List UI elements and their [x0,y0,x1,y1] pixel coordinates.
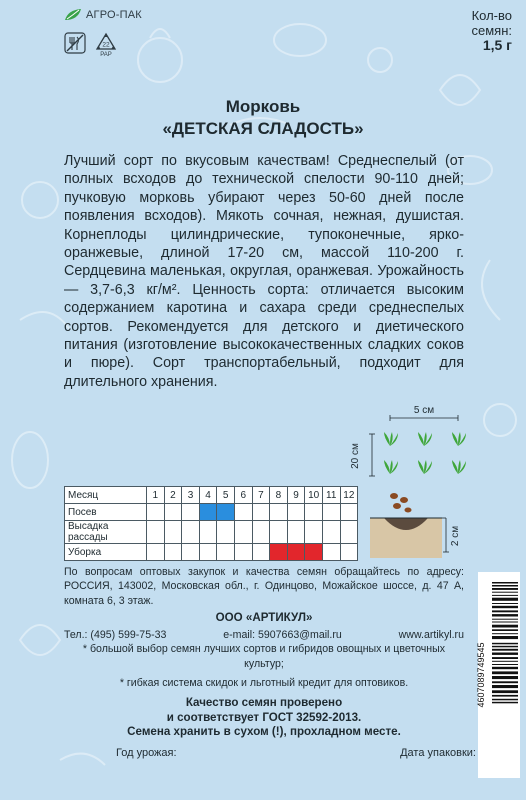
barcode-bar [492,606,518,608]
calendar-header-label: Месяц [65,487,147,504]
storage-line: Семена хранить в сухом (!), прохладном месте. [127,724,401,738]
calendar-cell [287,504,305,521]
calendar-cell [164,504,182,521]
sowing-depth-scheme [366,488,470,562]
calendar-month-8: 8 [270,487,288,504]
recycle-mark [94,32,118,59]
calendar-cell [340,504,358,521]
barcode-bar [492,603,518,604]
barcode-bar [492,664,518,665]
calendar-cell [182,544,200,561]
email-text: e-mail: 5907663@mail.ru [223,629,342,642]
calendar-cell [164,521,182,544]
barcode-bar [492,588,518,590]
calendar-row-label: Уборка [65,544,147,561]
barcode-bar [492,676,518,679]
offer-line-2: * гибкая система скидок и льготный кредит для оптовиков. [119,677,409,690]
barcode-bar [492,690,518,693]
barcode-bar [492,646,518,648]
barcode-bar [492,585,518,587]
barcode [478,572,520,778]
quantity-value: 1,5 г [482,37,512,53]
calendar-cell [182,521,200,544]
barcode-bar [492,695,518,697]
product-title [0,96,526,140]
calendar-cell [164,544,182,561]
barcode-bar [492,643,518,645]
calendar-cell [252,504,270,521]
barcode-bar [492,610,518,612]
barcode-bar [492,625,518,628]
calendar-cell [252,544,270,561]
barcode-bar [492,636,518,639]
row-spacing-label: 5 см [413,405,435,416]
calendar-month-2: 2 [164,487,182,504]
calendar-cell [322,544,340,561]
calendar-month-1: 1 [147,487,165,504]
calendar-row-label: Посев [65,504,147,521]
barcode-bar [492,657,518,659]
barcode-bar [492,614,518,616]
barcode-number: 4607089749545 [476,642,486,708]
seedling-icons [384,432,466,474]
sowing-depth-label: 2 см [450,525,461,547]
barcode-bar [492,622,518,623]
calendar-month-5: 5 [217,487,235,504]
barcode-bar [492,582,518,584]
plant-spacing-label: 20 см [350,443,361,469]
growing-calendar [64,486,358,561]
product-variety: «ДЕТСКАЯ СЛАДОСТЬ» [162,119,364,138]
not-for-food-icon [64,32,86,54]
quality-line-2: и соответствует ГОСТ 32592-2013. [166,710,362,724]
barcode-bar [492,671,518,674]
contact-info [64,565,464,739]
website-link[interactable]: www.artikyl.ru [398,629,464,642]
calendar-cell [322,521,340,544]
calendar-cell [147,521,165,544]
calendar-cell [287,521,305,544]
barcode-bar [492,685,518,688]
calendar-cell [199,504,217,521]
barcode-bar [492,619,518,620]
calendar-cell [147,544,165,561]
calendar-month-6: 6 [234,487,252,504]
barcode-bar [492,699,518,701]
barcode-bar [492,592,518,593]
calendar-cell [199,521,217,544]
barcode-bar [492,595,518,596]
planting-scheme [350,404,475,482]
calendar-cell [305,544,323,561]
calendar-row [65,521,358,544]
calendar-month-3: 3 [182,487,200,504]
calendar-cell [234,521,252,544]
pack-date-field: Дата упаковки: [400,747,476,759]
barcode-bar [492,681,518,683]
calendar-cell [305,521,323,544]
calendar-row [65,544,358,561]
inquiry-text: По вопросам оптовых закупок и качества семян обращайтесь по адресу: РОССИЯ, 143002, Московская обл., г. Одинцово, Можайское шоссе, д. 47 А, комната 6, 3 этаж. [64,566,464,607]
calendar-cell [252,521,270,544]
barcode-bar [492,649,518,651]
calendar-cell [340,544,358,561]
calendar-cell [199,544,217,561]
harvest-year-field: Год урожая: [116,747,177,759]
quantity-label-line1: Кол-во [471,8,512,23]
calendar-cell [182,504,200,521]
calendar-cell [234,504,252,521]
recycle-material-label: PAP [100,52,112,58]
seed-icons [390,493,412,513]
calendar-cell [305,504,323,521]
calendar-month-9: 9 [287,487,305,504]
footer-fields [116,747,476,759]
contact-line [64,628,464,642]
barcode-bar [492,629,518,631]
quantity-label-line2: семян: [471,23,512,38]
calendar-month-4: 4 [199,487,217,504]
barcode-bar [492,653,518,655]
offer-line-1: * большой выбор семян лучших сортов и гибридов овощных и цветочных культур; [82,643,446,670]
recycle-code: 22 [102,41,110,49]
barcode-bar [492,598,518,601]
calendar-cell [217,544,235,561]
calendar-cell [217,521,235,544]
certification-icons [64,32,118,59]
calendar-cell [270,504,288,521]
calendar-row-label: Высадка рассады [65,521,147,544]
product-name: Морковь [225,97,301,116]
leaf-logo-icon [64,8,82,22]
calendar-month-11: 11 [322,487,340,504]
brand-logo [64,8,142,22]
company-name: ООО «АРТИКУЛ» [215,610,313,624]
calendar-row [65,504,358,521]
calendar-month-10: 10 [305,487,323,504]
calendar-cell [322,504,340,521]
calendar-cell [147,504,165,521]
calendar-month-12: 12 [340,487,358,504]
calendar-month-7: 7 [252,487,270,504]
calendar-header-row [65,487,358,504]
seed-quantity [472,8,513,53]
barcode-bar [492,667,518,669]
quality-line-1: Качество семян проверено [185,696,343,710]
product-description: Лучший сорт по вкусовым качествам! Среднеспелый (от полных всходов до технической спелости 90-110 дней; пучковую морковь убирают через 50-60 дней после появления всходов). Мякоть сочная, нежная, душистая. Корнеплоды цилиндрические, тупоконечные, ярко-оранжевые, длиной 17-20 см, массой 110-200 г. Сердцевина маленькая, округлая, оранжевая. Урожайность — 3,7-6,3 кг/м². Ценность сорта: отличается высоким содержанием каротина и сахара среди среднеспелых сортов. Рекомендуется для детского и диетического питания (изготовление высококачественных сладких соков и пюре). Сорт транспортабельный, подходит для длительного хранения. [64,153,464,390]
calendar-cell [340,521,358,544]
calendar-cell [217,504,235,521]
recycle-icon [94,32,118,52]
calendar-cell [234,544,252,561]
barcode-bar [492,661,518,662]
barcode-bar [492,633,518,634]
brand-name: АГРО-ПАК [86,9,142,21]
barcode-bar [492,702,518,704]
calendar-cell [287,544,305,561]
calendar-cell [270,521,288,544]
calendar-cell [270,544,288,561]
phone-text: Тел.: (495) 599-75-33 [64,629,167,642]
